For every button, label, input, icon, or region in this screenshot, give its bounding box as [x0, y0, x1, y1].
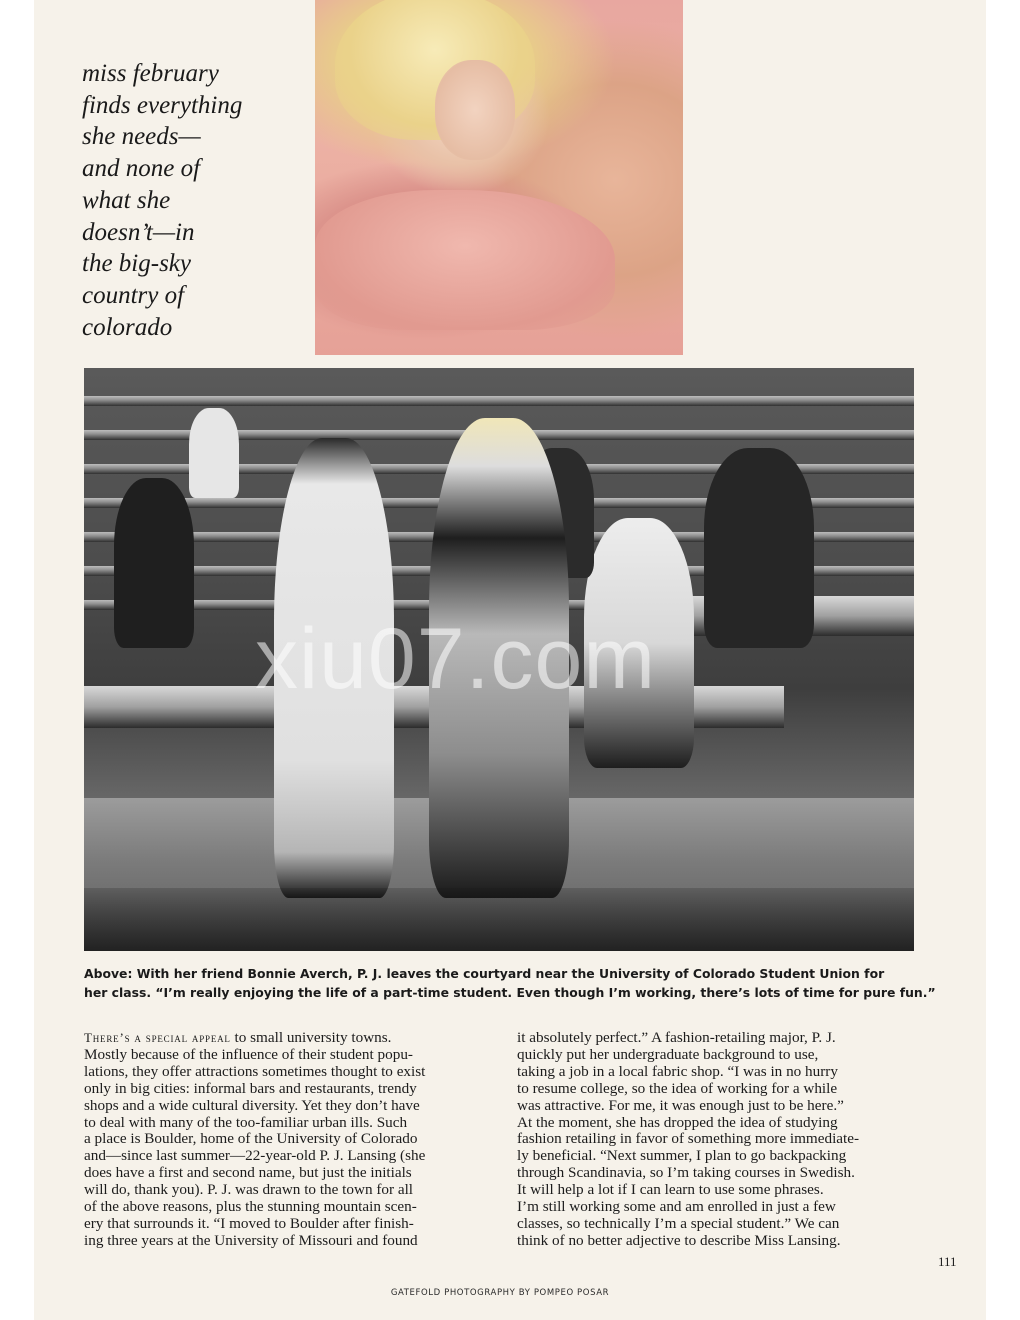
walking-student-figure	[429, 418, 569, 898]
article-line: only in big cities: informal bars and restaurants, trendy	[84, 1079, 417, 1097]
headline-line: finds everything	[82, 91, 243, 119]
seated-student-figure	[189, 408, 239, 498]
article-line: classes, so technically I’m a special student.” We can	[517, 1214, 840, 1232]
caption-line: her class. “I’m really enjoying the life of a part-time student. Even though I’m working, there’s lots of time for pure fun.”	[84, 985, 936, 1000]
courtyard-photo	[84, 368, 914, 951]
article-line	[84, 1030, 492, 1047]
article-line: ery that surrounds it. “I moved to Boulder after finish-	[84, 1214, 414, 1232]
portrait-photo	[315, 0, 683, 355]
article-line: and—since last summer—22-year-old P. J. Lansing (she	[84, 1147, 426, 1165]
article-line: of the above reasons, plus the stunning mountain scen-	[84, 1198, 417, 1216]
photo-caption	[84, 964, 936, 1002]
article-line: to resume college, so the idea of working for a while	[517, 1079, 838, 1097]
article-line-text: to small university towns.	[230, 1029, 392, 1046]
watermark-text: xiu07.com	[255, 611, 656, 707]
photo-credit: GATEFOLD PHOTOGRAPHY BY POMPEO POSAR	[390, 1288, 610, 1298]
headline-line: colorado	[82, 313, 173, 341]
article-line: fashion retailing in favor of something more immediate-	[517, 1130, 860, 1148]
article-line: Mostly because of the influence of their student popu-	[84, 1045, 413, 1063]
seated-student-figure	[114, 478, 194, 648]
article-line: At the moment, she has dropped the idea of studying	[517, 1113, 838, 1131]
article-line: It will help a lot if I can learn to use some phrases.	[517, 1181, 824, 1199]
article-line: think of no better adjective to describe Miss Lansing.	[517, 1231, 841, 1249]
article-line: I’m still working some and am enrolled in just a few	[517, 1198, 836, 1216]
article-line: will do, thank you). P. J. was drawn to the town for all	[84, 1181, 414, 1199]
headline-line: country of	[82, 281, 185, 309]
walking-student-figure	[274, 438, 394, 898]
face-shape	[435, 60, 515, 160]
article-lead-in: There’s a special appeal	[84, 1030, 231, 1045]
headline-line: doesn’t—in	[82, 218, 195, 246]
seated-student-figure	[704, 448, 814, 648]
article-line: a place is Boulder, home of the University of Colorado	[84, 1130, 418, 1148]
article-column-left	[84, 1030, 492, 1250]
headline-line: the big-sky	[82, 250, 191, 278]
article-line: taking a job in a local fabric shop. “I was in no hurry	[517, 1062, 838, 1080]
stair-step	[84, 396, 914, 406]
article-line: ly beneficial. “Next summer, I plan to go backpacking	[517, 1147, 847, 1165]
pillow-shape	[315, 190, 615, 330]
page-number: 111	[938, 1254, 957, 1269]
headline-line: and none of	[82, 155, 201, 183]
article-line: quickly put her undergraduate background to use,	[517, 1045, 819, 1063]
headline-line: she needs—	[82, 123, 201, 151]
article-line: shops and a wide cultural diversity. Yet they don’t have	[84, 1096, 420, 1114]
caption-line: Above: With her friend Bonnie Averch, P. J. leaves the courtyard near the University of Colorado Student Union for	[84, 966, 885, 981]
headline-line: what she	[82, 186, 171, 214]
article-column-right	[517, 1030, 921, 1250]
article-line: through Scandinavia, so I’m taking courses in Swedish.	[517, 1164, 855, 1182]
headline	[82, 58, 292, 343]
article-line: it absolutely perfect.” A fashion-retailing major, P. J.	[517, 1029, 836, 1046]
article-line: to deal with many of the too-familiar urban ills. Such	[84, 1113, 408, 1131]
article-line: does have a first and second name, but just the initials	[84, 1164, 412, 1182]
seated-student-figure	[584, 518, 694, 768]
article-line: ing three years at the University of Missouri and found	[84, 1231, 418, 1249]
article-line: was attractive. For me, it was enough just to be here.”	[517, 1096, 844, 1114]
foreground-shadow	[84, 888, 914, 951]
headline-line: miss february	[82, 60, 219, 87]
article-line: lations, they offer attractions sometimes thought to exist	[84, 1062, 426, 1080]
